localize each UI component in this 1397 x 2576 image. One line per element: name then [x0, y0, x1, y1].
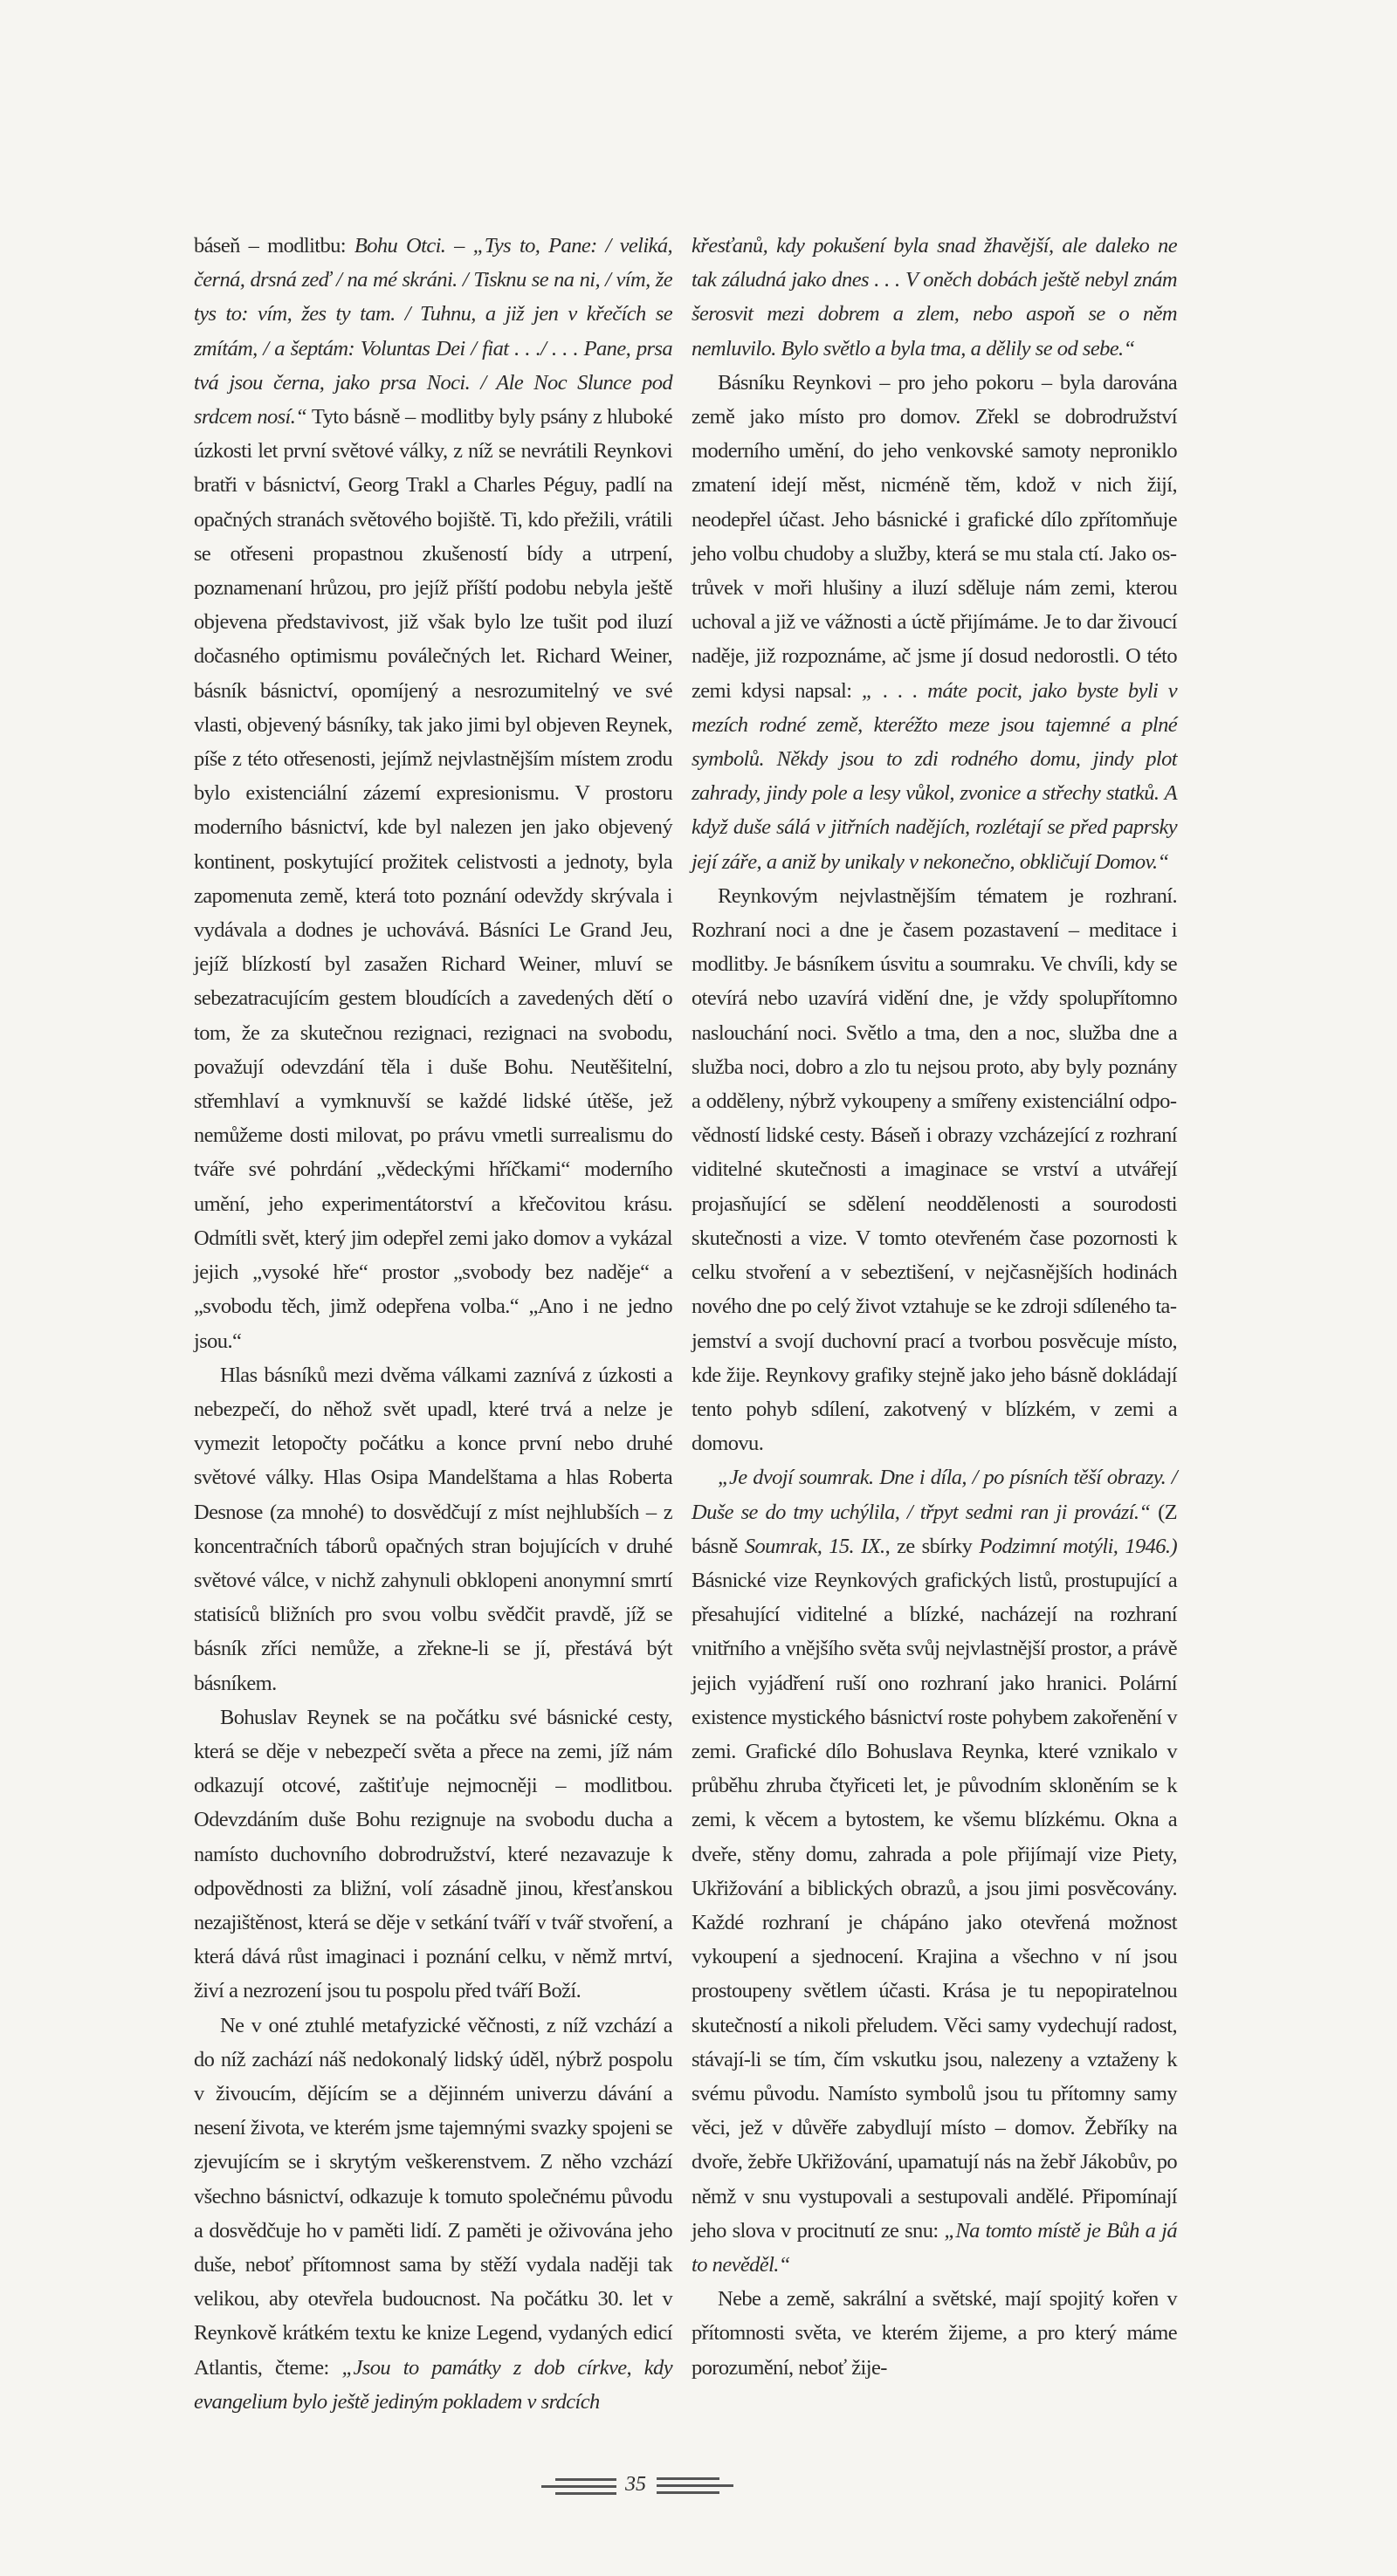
italic-quote-text: Soumrak, 15. IX.: [744, 1534, 885, 1558]
body-text: Básníku Reynkovi – pro jeho pokoru – byla darována země jako místo pro domov. Zřekl se dobrodružství moderního umění, do jeho venkovské samoty neproniklo zmatení idejí měst, nicméně těm, kdož v nich žijí, neodepřel účast. Jeho básnické i grafické dílo zpřítomňuje jeho volbu chudoby a služby, která se mu stala ctí. Jako ostrůvek v moři hlušiny a iluzí sděluje nám zemi, kterou uchoval a již ve vážnosti a úctě přijímáme. Je to dar živoucí naděje, již rozpoznáme, ač jsme jí dosud nedorostli. O této zemi kdysi napsal:: [692, 370, 1177, 703]
right-text-column: [692, 229, 1177, 2385]
paragraph: [692, 366, 1177, 879]
ornament-rule: [657, 2484, 733, 2487]
italic-quote-text: „Na tomto místě je Bůh a já to nevěděl.“: [692, 2218, 1177, 2277]
italic-quote-text: „ . . . máte pocit, jako byste byli v mezích rodné země, kteréžto meze jsou tajemné a plné symbolů. Někdy jsou to zdi rodného domu, jindy plot zahrady, jindy pole a lesy vůkol, zvonice a střechy statků. A když duše sálá v jitřních nadějích, rozlétají se před paprsky její záře, a aniž by unikaly v nekonečno, obkličují Domov.“: [692, 678, 1177, 874]
paragraph: [692, 2282, 1177, 2385]
italic-quote-text: „Je dvojí soumrak. Dne i díla, / po písních těší obrazy. / Duše se do tmy uchýlila, / třpyt sedmi ran ji provází.“: [692, 1466, 1177, 1524]
paragraph: [194, 1358, 672, 1700]
page-footer: [0, 2471, 1397, 2506]
body-text: Tyto básně – modlitby byly psány z hluboké úzkosti let první světové války, z níž se nevrátili Reynkovi bratři v básnictví, Georg Trakl a Charles Péguy, padlí na opačných stranách světového bojiště. Ti, kdo přežili, vrátili se otřeseni propastnou zkušeností bídy a utrpení, poznamenaní hrůzou, pro jejíž příští podobu nebyla ještě objevena představivost, již však bylo lze tušit pod iluzí dočasného optimismu poválečných let. Richard Weiner, básník básnictví, opomíjený a nesrozumitelný ve své vlasti, objevený básníky, tak jako jimi byl objeven Reynek, píše z této otřesenosti, jejímž nejvlastnějším místem zrodu bylo existenciální zázemí expresionismu. V prostoru moderního básnictví, kde byl nalezen jen jako objevený kontinent, poskytující prožitek celistvosti a jednoty, byla zapomenuta země, která toto poznání odevždy skrývala i vydávala a dodnes je uchovává. Básníci Le Grand Jeu, jejíž blízkostí byl zasažen Richard Weiner, mluví se sebezatracujícím gestem bloudících a zavedených dětí o tom, že za skutečnou rezignaci, rezignaci na svobodu, považují odevzdání těla i duše Bohu. Neutěšitelní, střemhlaví a vymknuvší se každé lidské útěše, jež nemůžeme dosti milovat, po právu vmetli surrealismu do tváře své pohrdání „vědeckými hříčkami“ moderního umění, jeho experimentátorství a křečovitou krásu. Odmítli svět, který jim odepřel zemi jako domov a vykázal jejich „vysoké hře“ prostor „svobody bez naděje“ a „svobodu těch, jimž odepřena volba.“ „Ano i ne jedno jsou.“: [194, 405, 672, 1353]
paragraph: [194, 229, 672, 1358]
body-text: Nebe a země, sakrální a světské, mají spojitý kořen v přítomnosti světa, ve kterém žijeme, a pro který máme porozumění, neboť žije-: [692, 2287, 1177, 2380]
body-text: Bohuslav Reynek se na počátku své básnické cesty, která se děje v nebezpečí světa a přece na zemi, jíž nám odkazují otcové, zaštiťuje nejmocněji – modlitbou. Odevzdáním duše Bohu rezignuje na svobodu ducha a namísto duchovního dobrodružství, které nezavazuje k odpovědnosti za bližní, volí zásadně jinou, křesťanskou nezajištěnost, která se děje v setkání tváří v tvář stvoření, a která dává růst imaginaci i poznání celku, v němž mrtví, živí a nezrození jsou tu pospolu před tváří Boží.: [194, 1705, 672, 2003]
paragraph: [194, 2009, 672, 2419]
body-text: , ze sbírky: [884, 1534, 980, 1558]
ornament-rule: [555, 2492, 616, 2495]
body-text: Básnické vize Reynkových grafických listů, prostupující a přesahující viditelné a blízké, nacházejí na rozhraní vnitřního a vnějšího světa svůj nejvlastnější prostor, a právě jejich vyjádření ruší ono rozhraní jako hranici. Polární existence mystického básnictví roste pohybem zakořenění v zemi. Grafické dílo Bohuslava Reynka, které vznikalo v průběhu zhruba čtyřiceti let, je původním skloněním se k zemi, k věcem a bytostem, ke všemu blízkému. Okna a dveře, stěny domu, zahrada a pole přijímají vize Piety, Ukřižování a biblických obrazů, a jsou jimi posvěcovány. Každé rozhraní je chápáno jako otevřená možnost vykoupení a sjednocení. Krajina a všechno v ní jsou prostoupeny světlem účasti. Krása je tu nepopiratelnou skutečností a nikoli přeludem. Věci samy vydechují radost, stávají-li se tím, čím vskutku jsou, nalezeny a vztaženy k svému původu. Namísto symbolů jsou tu přítomny samy věci, jež v důvěře zabydlují místo – domov. Žebříky na dvoře, žebře Ukřižování, upamatují nás na žebř Jákobův, po němž v snu vystupovali a sestupovali andělé. Připomínají jeho slova v procitnutí ze snu:: [692, 1568, 1177, 2243]
italic-quote-text: „Jsou to památky z dob církve, kdy evangelium bylo ještě jediným pokladem v srdcích: [194, 2355, 672, 2414]
paragraph: [692, 879, 1177, 1460]
page-number: 35: [625, 2473, 646, 2496]
italic-quote-text: Podzimní motýli, 1946.): [979, 1534, 1178, 1558]
left-text-column: [194, 229, 672, 2419]
body-text: Ne v oné ztuhlé metafyzické věčnosti, z níž vzchází a do níž zachází náš nedokonalý lidský úděl, nýbrž pospolu v živoucím, dějícím se a dějinném univerzu dávání a nesení života, ve kterém jsme tajemnými svazky spojeni se zjevujícím se i skrytým veškerenstvem. Z něho vzchází všechno básnictví, odkazuje k tomuto společnému původu a dosvědčuje ho v paměti lidí. Z paměti je oživována jeho duše, neboť přítomnost sama by stěží vydala naději tak velikou, aby otevřela budoucnost. Na počátku 30. let v Reynkově krátkém textu ke knize Legend, vydaných edicí Atlantis, čteme:: [194, 2013, 672, 2380]
paragraph: [692, 1460, 1177, 2282]
italic-quote-text: Bohu Otci. – „Tys to, Pane: / veliká, černá, drsná zeď / na mé skráni. / Tisknu se na ni, / vím, že tys to: vím, žes ty tam. / Tuhnu, a již jen v křečích se zmítám, / a šeptám: Voluntas Dei / fiat . . ./ . . . Pane, prsa tvá jsou černa, jako prsa Noci. / Ale Noc Slunce pod srdcem nosí.“: [194, 234, 672, 429]
ornament-rule: [657, 2477, 719, 2480]
body-text: Reynkovým nejvlastnějším tématem je rozhraní. Rozhraní noci a dne je časem pozastavení – meditace i modlitby. Je básníkem úsvitu a soumraku. Ve chvíli, kdy se otevírá nebo uzavírá vidění dne, je vždy spolupřítomno naslouchání noci. Světlo a tma, den a noc, služba dne a služba noci, dobro a zlo tu nejsou proto, aby byly poznány a odděleny, nýbrž vykoupeny a smířeny existenciální odpovědností lidské cesty. Báseň i obrazy vzcházející z rozhraní viditelné skutečnosti a imaginace se vrství a utvářejí projasňující se sdělení neoddělenosti a sourodosti skutečnosti a vize. V tomto otevřeném čase pozornosti k celku stvoření a v sebeztišení, v nejčasnějších hodinách nového dne po celý život vztahuje se ke zdroji sdíleného tajemství a svojí duchovní prací a tvorbou posvěcuje místo, kde žije. Reynkovy grafiky stejně jako jeho básně dokládají tento pohyb sdílení, zakotvený v blízkém, v zemi a domovu.: [692, 883, 1177, 1456]
ornament-rule: [555, 2478, 616, 2481]
paragraph: [194, 1700, 672, 2009]
body-text: (Z básně: [692, 1500, 1177, 1558]
ornament-rule: [657, 2491, 719, 2494]
body-text: báseň – modlitbu:: [194, 234, 354, 258]
italic-quote-text: křesťanů, kdy pokušení byla snad žhavější, ale daleko ne tak záludná jako dnes . . . V oněch dobách ještě nebyl znám šerosvit mezi dobrem a zlem, nebo aspoň se o něm nemluvilo. Bylo světlo a byla tma, a dělily se od sebe.“: [692, 234, 1177, 361]
body-text: Hlas básníků mezi dvěma válkami zaznívá z úzkosti a nebezpečí, do něhož svět upadl, které trvá a nelze je vymezit letopočty počátku a konce první nebo druhé světové války. Hlas Osipa Mandelštama a hlas Roberta Desnose (za mnohé) to dosvědčují z míst nejhlubších – z koncentračních táborů opačných stran bojujících v druhé světové válce, v nichž zahynuli obklopeni anonymní smrtí statisíců bližních pro svou volbu svědčit pravdě, jíž se básník zříci nemůže, a zřekne-li se jí, přestává být básníkem.: [194, 1363, 672, 1695]
ornament-rule: [541, 2485, 616, 2488]
paragraph: [692, 229, 1177, 366]
